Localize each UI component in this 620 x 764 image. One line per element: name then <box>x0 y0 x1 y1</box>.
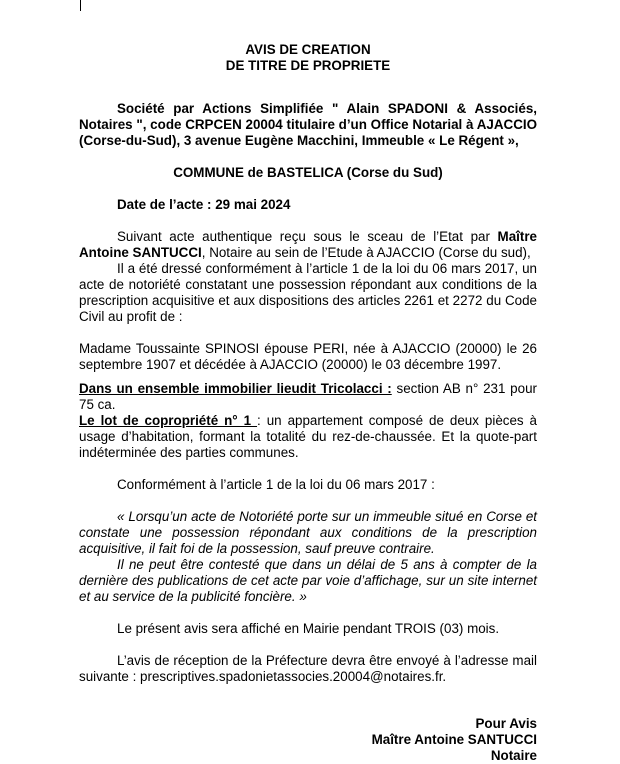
affichage-line: Le présent avis sera affiché en Mairie pendant TROIS (03) mois. <box>117 621 500 636</box>
lot-text: : un appartement composé de deux pièces à usage d’habitation, formant la totalité du rez-de-chaussée. Et la quote-part indéterminée des parties communes. <box>79 413 538 460</box>
reception-paragraph: L’avis de réception de la Préfecture devra être envoyé à l’adresse mail suivante : prescriptives.spadonietassocies.20004@notaires.fr. <box>79 653 537 684</box>
date-acte: Date de l’acte : 29 mai 2024 <box>117 197 291 212</box>
acte-intro-text: Suivant acte authentique reçu sous le sceau de l’Etat par <box>117 229 498 244</box>
commune-heading: COMMUNE de BASTELICA (Corse du Sud) <box>173 165 443 180</box>
signature-notary-name: Maître Antoine SANTUCCI <box>371 732 537 747</box>
document-page <box>79 42 537 764</box>
signature-pour-avis: Pour Avis <box>475 716 537 731</box>
document-title-line1: AVIS DE CREATION <box>245 42 371 57</box>
signature-block <box>79 716 537 764</box>
document-title-line2: DE TITRE DE PROPRIETE <box>225 58 391 73</box>
notary-name: Maître Antoine SANTUCCI <box>79 229 537 260</box>
signature-title: Notaire <box>490 748 537 763</box>
lot-label: Le lot de copropriété n° 1 <box>79 413 258 428</box>
conformement-line: Conformément à l’article 1 de la loi du 06 mars 2017 : <box>117 477 435 492</box>
acte-intro-end: , Notaire au sein de l’Etude à AJACCIO (Corse du sud), <box>201 245 531 260</box>
quote-paragraph-2: Il ne peut être contesté que dans un délai de 5 ans à compter de la dernière des publications de cet acte par voie d’affichage, sur un site internet et au service de la publicité foncière. » <box>79 557 537 604</box>
notoriete-paragraph: Il a été dressé conformément à l’article 1 de la loi du 06 mars 2017, un acte de notoriété constatant une possession répondant aux conditions de la prescription acquisitive et aux dispositions des articles 2261 et 2272 du Code Civil au profit de : <box>79 261 537 324</box>
ensemble-label: Dans un ensemble immobilier lieudit Tricolacci : <box>79 381 392 396</box>
text-cursor <box>80 0 81 11</box>
acte-paragraph <box>79 229 537 261</box>
lot-paragraph <box>79 413 537 461</box>
ensemble-text: section AB n° 231 pour 75 ca. <box>79 381 537 412</box>
intro-paragraph: Société par Actions Simplifiée " Alain SPADONI & Associés, Notaires ", code CRPCEN 20004 titulaire d’un Office Notarial à AJACCIO (Corse-du-Sud), 3 avenue Eugène Macchini, Immeuble « Le Régent », <box>79 101 537 148</box>
quote-paragraph-1: « Lorsqu’un acte de Notoriété porte sur un immeuble situé en Corse et constate une possession répondant aux conditions de la prescription acquisitive, il fait foi de la possession, sauf preuve contraire. <box>79 509 537 556</box>
ensemble-paragraph <box>79 381 537 413</box>
beneficiaire-paragraph: Madame Toussainte SPINOSI épouse PERI, née à AJACCIO (20000) le 26 septembre 1907 et décédée à AJACCIO (20000) le 03 décembre 1997. <box>79 341 537 372</box>
